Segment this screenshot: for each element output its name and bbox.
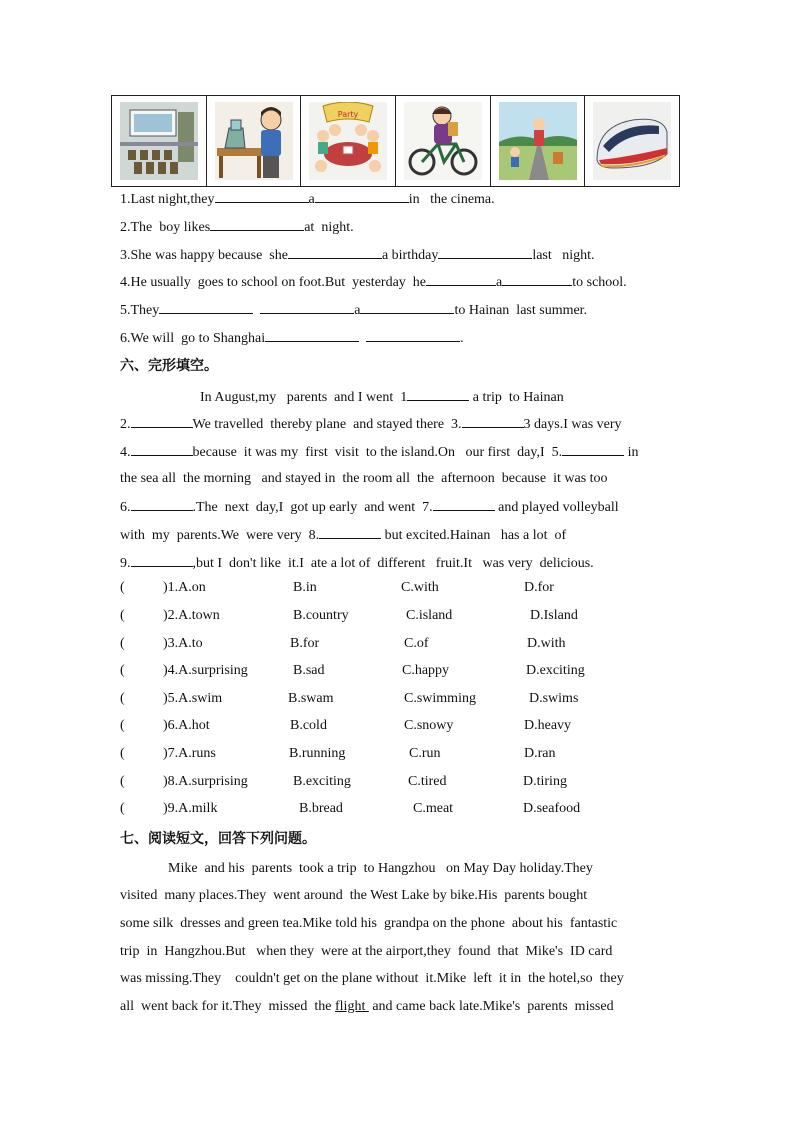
answer-blank[interactable] xyxy=(159,300,253,314)
answer-paren[interactable]: ( xyxy=(120,663,125,678)
reading-line-1: Mike and his parents took a trip to Hangzhou on May Day holiday.They xyxy=(168,861,593,876)
cloze-blank-9[interactable] xyxy=(131,553,193,567)
option-d[interactable]: D.swims xyxy=(529,691,579,706)
q2-text-b: at night. xyxy=(304,220,354,235)
option-b[interactable]: B.running xyxy=(289,746,346,761)
cloze-text: 6. xyxy=(120,500,131,515)
picture-cell xyxy=(396,96,491,186)
picture-cell xyxy=(301,96,396,186)
cloze-line-5 xyxy=(120,497,619,517)
answer-paren[interactable]: ( xyxy=(120,718,125,733)
option-d[interactable]: D.tiring xyxy=(523,774,567,789)
option-a[interactable]: )8.A.surprising xyxy=(163,774,248,789)
option-b[interactable]: B.in xyxy=(293,580,317,595)
q3-text-c: last night. xyxy=(532,248,595,263)
cloze-text: because it was my first visit to the island.On our first day,I 5. xyxy=(192,445,563,460)
cloze-blank-3[interactable] xyxy=(462,414,524,428)
option-a[interactable]: )5.A.swim xyxy=(163,691,223,706)
cloze-text: but excited.Hainan has a lot of xyxy=(381,528,567,543)
option-b[interactable]: B.bread xyxy=(299,801,343,816)
option-d[interactable]: D.Island xyxy=(530,608,578,623)
cloze-text: 2. xyxy=(120,417,131,432)
option-a[interactable]: )2.A.town xyxy=(163,608,220,623)
cloze-line-2 xyxy=(120,414,622,434)
q1-text-b: a xyxy=(308,192,315,207)
option-d[interactable]: D.with xyxy=(527,636,566,651)
answer-blank[interactable] xyxy=(360,300,454,314)
cloze-text: a trip to Hainan xyxy=(469,390,564,405)
question-1 xyxy=(120,189,495,209)
picture-cell xyxy=(112,96,207,186)
answer-blank[interactable] xyxy=(210,217,304,231)
reading-line-3: some silk dresses and green tea.Mike told his grandpa on the phone about his fantastic xyxy=(120,916,618,931)
reading-text: and came back late.Mike's parents missed xyxy=(368,999,614,1014)
option-c[interactable]: C.happy xyxy=(402,663,450,678)
option-b[interactable]: B.swam xyxy=(288,691,334,706)
q4-text-c: to school. xyxy=(572,275,627,290)
option-b[interactable]: B.for xyxy=(290,636,320,651)
question-4 xyxy=(120,272,627,292)
answer-blank[interactable] xyxy=(366,328,460,342)
q5-text-b: a xyxy=(354,303,361,318)
option-b[interactable]: B.exciting xyxy=(293,774,351,789)
option-c[interactable]: C.with xyxy=(401,580,439,595)
cloze-line-4: the sea all the morning and stayed in the room all the afternoon because it was too xyxy=(120,471,608,486)
option-a[interactable]: )1.A.on xyxy=(163,580,206,595)
option-a[interactable]: )9.A.milk xyxy=(163,801,218,816)
option-c[interactable]: C.island xyxy=(406,608,453,623)
cloze-text: 4. xyxy=(120,445,131,460)
option-a[interactable]: )3.A.to xyxy=(163,636,203,651)
cloze-line-3 xyxy=(120,442,639,462)
underlined-word-flight: flight xyxy=(335,999,369,1014)
picture-cell xyxy=(207,96,302,186)
option-c[interactable]: C.tired xyxy=(408,774,447,789)
party-picture xyxy=(309,102,387,180)
option-d[interactable]: D.seafood xyxy=(523,801,581,816)
section-7-heading: 七、阅读短文，回答下列问题。 xyxy=(120,831,316,847)
picture-cell xyxy=(491,96,586,186)
cloze-text: 3 days.I was very xyxy=(523,417,622,432)
q5-text-a: 5.They xyxy=(120,303,160,318)
option-c[interactable]: C.snowy xyxy=(404,718,454,733)
option-d[interactable]: D.heavy xyxy=(524,718,572,733)
q1-text-c: in the cinema. xyxy=(408,192,495,207)
answer-blank[interactable] xyxy=(315,189,409,203)
cloze-text: and played volleyball xyxy=(494,500,619,515)
cloze-blank-8[interactable] xyxy=(319,525,381,539)
boy-watering-plant-picture xyxy=(215,102,293,180)
cloze-blank-7[interactable] xyxy=(433,497,495,511)
q6-text-b: . xyxy=(460,331,464,346)
cloze-line-1 xyxy=(200,387,564,407)
answer-paren[interactable]: ( xyxy=(120,608,125,623)
cloze-line-7 xyxy=(120,553,594,573)
bike-picture xyxy=(404,102,482,180)
answer-blank[interactable] xyxy=(260,300,354,314)
answer-blank[interactable] xyxy=(426,272,496,286)
train-picture xyxy=(593,102,671,180)
option-d[interactable]: D.exciting xyxy=(526,663,585,678)
answer-paren[interactable]: ( xyxy=(120,746,125,761)
travel-picture xyxy=(499,102,577,180)
cloze-text: 9. xyxy=(120,556,131,571)
answer-paren[interactable]: ( xyxy=(120,580,125,595)
answer-blank[interactable] xyxy=(265,328,359,342)
q4-text-a: 4.He usually goes to school on foot.But yesterday he xyxy=(120,275,427,290)
cloze-text: We travelled thereby plane and stayed there 3. xyxy=(192,417,462,432)
cloze-line-6 xyxy=(120,525,566,545)
answer-paren[interactable]: ( xyxy=(120,801,125,816)
q3-text-b: a birthday xyxy=(381,248,439,263)
cloze-blank-6[interactable] xyxy=(131,497,193,511)
cinema-picture xyxy=(120,102,198,180)
option-c[interactable]: C.swimming xyxy=(404,691,476,706)
option-c[interactable]: C.run xyxy=(409,746,441,761)
section-6-heading: 六、完形填空。 xyxy=(120,358,218,374)
picture-table xyxy=(111,95,680,187)
answer-blank[interactable] xyxy=(288,245,382,259)
cloze-text: in xyxy=(624,445,639,460)
answer-paren[interactable]: ( xyxy=(120,691,125,706)
q5-text-c: to Hainan last summer. xyxy=(454,303,588,318)
reading-text: all went back for it.They missed the xyxy=(120,999,335,1014)
question-6 xyxy=(120,328,464,348)
option-a[interactable]: )4.A.surprising xyxy=(163,663,248,678)
cloze-text: with my parents.We were very 8. xyxy=(120,528,320,543)
q4-text-b: a xyxy=(496,275,503,290)
svg-text:Party: Party xyxy=(337,110,359,119)
q1-text-a: 1.Last night,they xyxy=(120,192,215,207)
q6-text-a: 6.We will go to Shanghai xyxy=(120,331,266,346)
cloze-blank-2[interactable] xyxy=(131,414,193,428)
option-a[interactable]: )7.A.runs xyxy=(163,746,216,761)
cloze-text: In August,my parents and I went 1 xyxy=(200,390,408,405)
option-d[interactable]: D.ran xyxy=(524,746,556,761)
question-3 xyxy=(120,245,595,265)
question-2 xyxy=(120,217,354,237)
option-b[interactable]: B.cold xyxy=(290,718,327,733)
option-b[interactable]: B.sad xyxy=(293,663,325,678)
cloze-blank-4[interactable] xyxy=(131,442,193,456)
option-c[interactable]: C.of xyxy=(404,636,429,651)
answer-paren[interactable]: ( xyxy=(120,636,125,651)
question-5 xyxy=(120,300,587,320)
option-d[interactable]: D.for xyxy=(524,580,554,595)
cloze-text: .The next day,I got up early and went 7. xyxy=(192,500,433,515)
reading-line-5: was missing.They couldn't get on the plane without it.Mike left it in the hotel,so they xyxy=(120,971,624,986)
cloze-text: ,but I don't like it.I ate a lot of different fruit.It was very delicious. xyxy=(192,556,594,571)
cloze-blank-5[interactable] xyxy=(562,442,624,456)
reading-line-6 xyxy=(120,998,614,1016)
answer-paren[interactable]: ( xyxy=(120,774,125,789)
reading-line-4: trip in Hangzhou.But when they were at the airport,they found that Mike's ID card xyxy=(120,944,613,959)
reading-line-2: visited many places.They went around the West Lake by bike.His parents bought xyxy=(120,888,588,903)
picture-cell xyxy=(585,96,679,186)
q2-text-a: 2.The boy likes xyxy=(120,220,211,235)
answer-blank[interactable] xyxy=(502,272,572,286)
option-b[interactable]: B.country xyxy=(293,608,349,623)
answer-blank[interactable] xyxy=(438,245,532,259)
option-c[interactable]: C.meat xyxy=(413,801,454,816)
option-a[interactable]: )6.A.hot xyxy=(163,718,210,733)
answer-blank[interactable] xyxy=(215,189,309,203)
cloze-blank-1[interactable] xyxy=(407,387,469,401)
q3-text-a: 3.She was happy because she xyxy=(120,248,288,263)
